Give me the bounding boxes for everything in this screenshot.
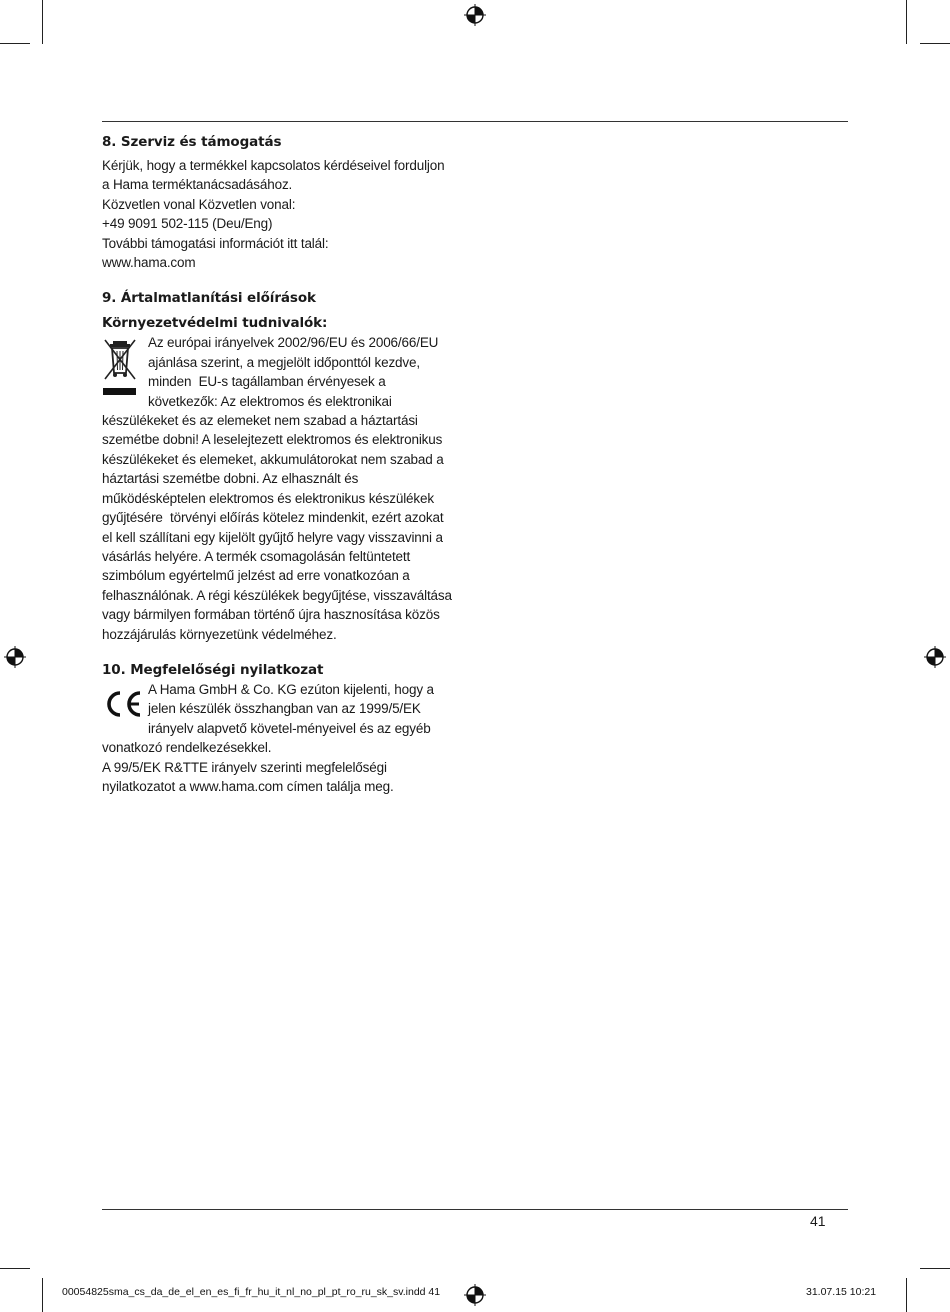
text-line: készülékeket és elemeket, akkumulátorokat nem szabad a: [102, 451, 444, 467]
registration-mark-icon: [464, 1284, 486, 1306]
text-line: +49 9091 502-115 (Deu/Eng): [102, 216, 273, 232]
ce-mark-icon: [102, 690, 144, 718]
crop-mark: [42, 1278, 43, 1312]
section-title: 8. Szerviz és támogatás: [102, 134, 282, 150]
text-line: Kérjük, hogy a termékkel kapcsolatos kérdéseivel forduljon: [102, 158, 445, 173]
text-line: A 99/5/EK R&TTE irányelv szerinti megfelelőségi: [102, 759, 387, 775]
text-line: felhasználónak. A régi készülékek begyűjtése, visszaváltása: [102, 587, 452, 603]
section-conformity: [102, 662, 472, 796]
text-line: szimbólum egyértelmű jelzést ad erre vonatkozóan a: [102, 568, 410, 584]
section-disposal: [102, 290, 472, 644]
text-line: működésképtelen elektromos és elektronikus készülékek: [102, 490, 434, 506]
disposal-icon-row: [102, 333, 472, 411]
disposal-indented-text: [102, 333, 472, 411]
section-title: 9. Ártalmatlanítási előírások: [102, 290, 316, 307]
crop-mark: [920, 43, 950, 44]
text-line: jelen készülék összhangban van az 1999/5/EK: [148, 701, 421, 717]
text-line: következők: Az elektromos és elektronikai: [148, 393, 392, 409]
crop-mark: [906, 1278, 907, 1312]
page-content: [102, 134, 472, 814]
text-line: háztartási szemétbe dobni. Az elhasznált és: [102, 471, 359, 487]
section-subtitle: Környezetvédelmi tudnivalók:: [102, 315, 328, 332]
text-line: a Hama terméktanácsadásához.: [102, 177, 293, 193]
weee-crossed-bin-icon: [102, 335, 138, 397]
text-line: További támogatási információt itt talál:: [102, 235, 329, 251]
crop-mark: [0, 43, 30, 44]
text-line: Az európai irányelvek 2002/96/EU és 2006/66/EU: [148, 335, 439, 351]
text-line: A Hama GmbH & Co. KG ezúton kijelenti, hogy a: [148, 681, 434, 697]
text-line: gyűjtésére törvényi előírás kötelez mindenkit, ezért azokat: [102, 510, 444, 526]
slug-filename: 00054825sma_cs_da_de_el_en_es_fi_fr_hu_it_nl_no_pl_pt_ro_ru_sk_sv.indd 41: [62, 1286, 441, 1298]
slug-date: 31.07.15 10:21: [806, 1286, 877, 1298]
registration-mark-icon: [464, 4, 486, 26]
conformity-indented-text: [102, 680, 472, 738]
text-line: irányelv alapvető követel-ményeivel és az egyéb: [148, 720, 431, 736]
disposal-text: [102, 411, 472, 644]
crop-mark: [42, 0, 43, 44]
text-line: nyilatkozatot a www.hama.com címen találja meg.: [102, 778, 394, 794]
page-number: 41: [810, 1213, 826, 1229]
text-line: készülékeket és az elemeket nem szabad a háztartási: [102, 413, 418, 429]
top-rule: [102, 121, 848, 122]
text-line: szemétbe dobni! A leselejtezett elektromos és elektronikus: [102, 432, 443, 448]
service-text: [102, 156, 472, 272]
registration-mark-icon: [924, 646, 946, 668]
section-title: 10. Megfelelőségi nyilatkozat: [102, 661, 324, 678]
crop-mark: [0, 1268, 30, 1269]
text-line: vásárlás helyére. A termék csomagolásán feltüntetett: [102, 548, 411, 564]
section-service: [102, 134, 472, 272]
text-line: Közvetlen vonal Közvetlen vonal:: [102, 196, 296, 212]
crop-mark: [906, 0, 907, 44]
text-line: vagy bármilyen formában történő újra hasznosítása közös: [102, 607, 440, 623]
text-line: minden EU-s tagállamban érvényesek a: [148, 374, 386, 390]
text-line: hozzájárulás környezetünk védelméhez.: [102, 626, 337, 642]
conformity-text: [102, 738, 472, 796]
conformity-icon-row: [102, 680, 472, 738]
registration-mark-icon: [4, 646, 26, 668]
bottom-rule: [102, 1209, 848, 1210]
text-line: ajánlása szerint, a megjelölt időponttól kezdve,: [148, 354, 420, 370]
text-line: www.hama.com: [102, 255, 196, 271]
crop-mark: [920, 1268, 950, 1269]
text-line: el kell szállítani egy kijelölt gyűjtő helyre vagy visszavinni a: [102, 529, 443, 545]
text-line: vonatkozó rendelkezésekkel.: [102, 740, 272, 756]
